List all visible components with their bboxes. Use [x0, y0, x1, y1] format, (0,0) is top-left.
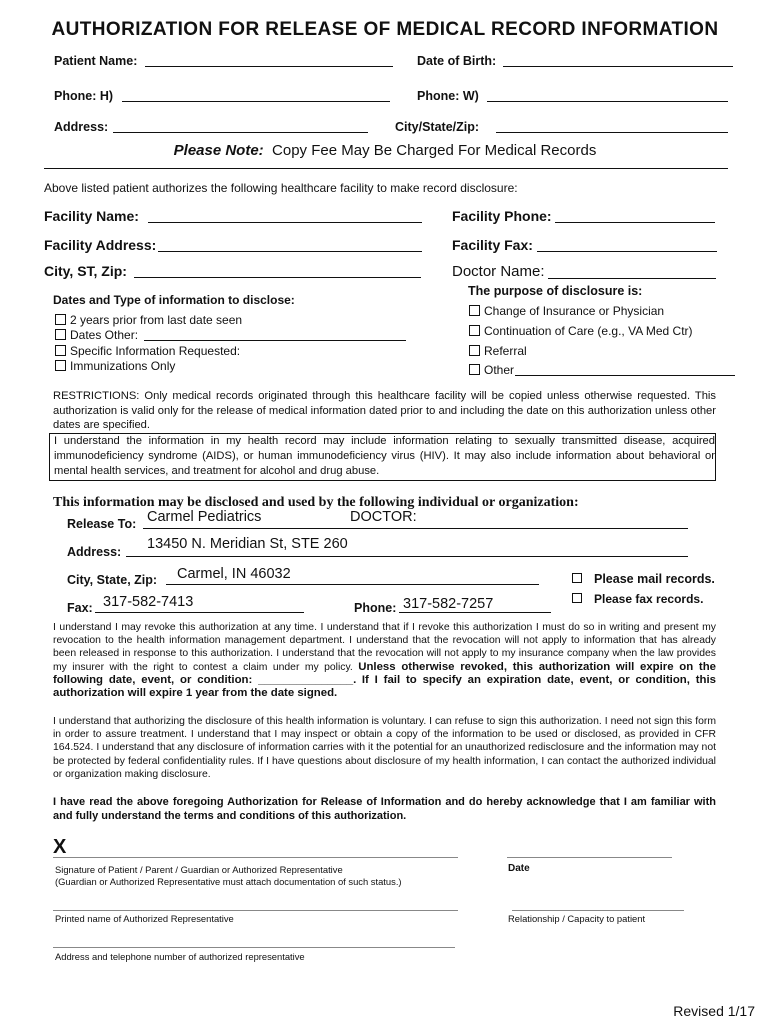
- phone-home-label: Phone: H): [54, 89, 114, 103]
- checkbox-mail-records[interactable]: [572, 573, 582, 583]
- release-city-field[interactable]: [166, 584, 539, 585]
- release-city-label: City, State, Zip:: [67, 573, 158, 587]
- signature-note: (Guardian or Authorized Representative must attach documentation of such status.): [55, 876, 402, 887]
- sensitive-info-text: I understand the information in my health record may include information relating to sexually transmitted disease, acquired immunodeficiency syndrome (AIDS), or human immunodeficiency virus (HIV). It may also include information about behavioral or mental health services, and treatment for alcohol and drug abuse.: [54, 435, 715, 477]
- release-fax-value: 317-582-7413: [103, 594, 194, 610]
- option-specific-info[interactable]: [55, 344, 240, 358]
- option-2-years[interactable]: [55, 313, 242, 327]
- restrictions-text: RESTRICTIONS: Only medical records originated through this healthcare facility will be copied unless otherwise requested. This authorization is valid only for the release of medical information dated prior to and including the date on this authorization unless other dates are specified.: [53, 390, 716, 432]
- note-label: Please Note:: [173, 142, 264, 159]
- relationship-field[interactable]: [512, 910, 684, 911]
- phone-home-field[interactable]: [122, 101, 390, 102]
- purpose-continuation-label: Continuation of Care (e.g., VA Med Ctr): [484, 324, 693, 338]
- date-label: Date: [508, 863, 530, 874]
- release-doctor-value: DOCTOR:: [350, 509, 417, 525]
- checkbox-other[interactable]: [469, 364, 480, 375]
- option-specific-info-label: Specific Information Requested:: [70, 344, 241, 358]
- acknowledgement-text: I have read the above foregoing Authorization for Release of Information and do hereby acknowledge that I am familiar with and fully understand the terms and conditions of this authorization.: [53, 796, 716, 822]
- option-immunizations[interactable]: [55, 359, 175, 373]
- patient-name-field[interactable]: [145, 66, 393, 67]
- rep-address-field[interactable]: [53, 947, 455, 948]
- dates-other-field[interactable]: [144, 340, 406, 341]
- printed-name-field[interactable]: [53, 910, 458, 911]
- fax-records-label: Please fax records.: [594, 592, 704, 606]
- purpose-other[interactable]: [469, 363, 514, 377]
- purpose-referral-label: Referral: [484, 344, 527, 358]
- purpose-change-insurance[interactable]: [469, 304, 664, 318]
- facility-name-field[interactable]: [148, 222, 422, 223]
- checkbox-2-years[interactable]: [55, 314, 66, 325]
- checkbox-change-insurance[interactable]: [469, 305, 480, 316]
- release-phone-label: Phone:: [354, 601, 397, 615]
- release-address-value: 13450 N. Meridian St, STE 260: [147, 536, 348, 552]
- doctor-name-label: Doctor Name:: [452, 263, 545, 280]
- purpose-referral[interactable]: [469, 344, 527, 358]
- dob-field[interactable]: [503, 66, 733, 67]
- revocation-body: I understand I may revoke this authorization at any time. I understand that if I revoke this authorization I must do so in writing and present my revocation to the health information management department. I understand that the revocation will not apply to information that has already been released in response to this authorization. I understand that the revocation will not apply to my insurance company when the law provides my insurer with the right to contest a claim under my policy.: [53, 622, 716, 673]
- phone-work-label: Phone: W): [417, 89, 479, 103]
- doctor-name-field[interactable]: [548, 278, 716, 279]
- facility-city-label: City, ST, Zip:: [44, 263, 127, 279]
- facility-fax-label: Facility Fax:: [452, 237, 533, 253]
- address-field[interactable]: [113, 132, 368, 133]
- purpose-heading: The purpose of disclosure is:: [468, 284, 643, 298]
- rep-address-label: Address and telephone number of authorized representative: [55, 951, 305, 962]
- phone-work-field[interactable]: [487, 101, 728, 102]
- purpose-other-field[interactable]: [515, 375, 735, 376]
- mail-records-option[interactable]: [572, 572, 715, 586]
- sensitive-info-box: [49, 433, 716, 481]
- city-state-zip-label: City/State/Zip:: [395, 120, 480, 134]
- release-address-label: Address:: [67, 545, 122, 559]
- checkbox-continuation[interactable]: [469, 325, 480, 336]
- option-2-years-label: 2 years prior from last date seen: [70, 313, 243, 327]
- disclosure-heading: This information may be disclosed and used by the following individual or organization:: [53, 495, 579, 510]
- mail-records-label: Please mail records.: [594, 572, 715, 586]
- patient-name-label: Patient Name:: [54, 54, 138, 68]
- dob-label: Date of Birth:: [417, 54, 497, 68]
- facility-phone-field[interactable]: [555, 222, 715, 223]
- voluntary-text: I understand that authorizing the disclosure of this health information is voluntary. I can refuse to sign this authorization. I need not sign this form in order to assure treatment. I understand that I may inspect or obtain a copy of the information to be used or disclosed, as provided in CFR 164.524. I understand that any disclosure of information carries with it the potential for an unauthorized redisclosure and the information may not be protected by federal confidentiality rules. If I have questions about disclosure of my health information, I can contact the authorized individual or organization making disclosure.: [53, 716, 716, 780]
- expiration-statement: Unless otherwise revoked, this authorization will expire on the following date, event, or condition: _______________.: [53, 660, 716, 686]
- release-to-field[interactable]: [143, 528, 688, 529]
- facility-fax-field[interactable]: [537, 251, 717, 252]
- release-fax-field[interactable]: [95, 612, 304, 613]
- purpose-other-label: Other: [484, 363, 515, 377]
- option-immunizations-label: Immunizations Only: [70, 359, 176, 373]
- copy-fee-note: [0, 142, 770, 159]
- release-address-field[interactable]: [126, 556, 688, 557]
- note-text: Copy Fee May Be Charged For Medical Records: [272, 142, 597, 159]
- release-phone-value: 317-582-7257: [403, 596, 494, 612]
- relationship-label: Relationship / Capacity to patient: [508, 913, 646, 924]
- date-field[interactable]: [507, 857, 672, 858]
- checkbox-referral[interactable]: [469, 345, 480, 356]
- option-dates-other-label: Dates Other:: [70, 328, 139, 342]
- revocation-text: [53, 621, 716, 700]
- revision-date: Revised 1/17: [673, 1003, 755, 1019]
- expiration-default: If I fail to specify an expiration date, event, or condition, this authorization will expire 1 year from the date signed.: [53, 673, 716, 700]
- checkbox-dates-other[interactable]: [55, 329, 66, 340]
- release-city-value: Carmel, IN 46032: [177, 566, 291, 582]
- purpose-change-insurance-label: Change of Insurance or Physician: [484, 304, 665, 318]
- signature-label: Signature of Patient / Parent / Guardian or Authorized Representative: [55, 864, 343, 875]
- facility-address-field[interactable]: [158, 251, 422, 252]
- printed-name-label: Printed name of Authorized Representative: [55, 913, 234, 924]
- facility-address-label: Facility Address:: [44, 237, 157, 253]
- signature-x-mark: X: [53, 836, 67, 858]
- release-to-label: Release To:: [67, 517, 137, 531]
- checkbox-immunizations[interactable]: [55, 360, 66, 371]
- city-state-zip-field[interactable]: [496, 132, 728, 133]
- address-label: Address:: [54, 120, 109, 134]
- release-to-value: Carmel Pediatrics: [147, 509, 262, 525]
- facility-name-label: Facility Name:: [44, 208, 139, 224]
- option-dates-other[interactable]: [55, 328, 138, 342]
- release-phone-field[interactable]: [399, 612, 551, 613]
- intro-text: Above listed patient authorizes the following healthcare facility to make record disclosure:: [44, 181, 518, 195]
- form-title: AUTHORIZATION FOR RELEASE OF MEDICAL RECORD INFORMATION: [51, 19, 719, 40]
- checkbox-specific-info[interactable]: [55, 345, 66, 356]
- signature-field[interactable]: [53, 857, 458, 858]
- dates-heading: Dates and Type of information to disclose:: [53, 293, 295, 307]
- fax-records-option[interactable]: [572, 592, 703, 606]
- facility-phone-label: Facility Phone:: [452, 208, 552, 224]
- facility-city-field[interactable]: [134, 277, 421, 278]
- purpose-continuation[interactable]: [469, 324, 693, 338]
- release-fax-label: Fax:: [67, 601, 93, 615]
- checkbox-fax-records[interactable]: [572, 593, 582, 603]
- divider: [44, 168, 728, 169]
